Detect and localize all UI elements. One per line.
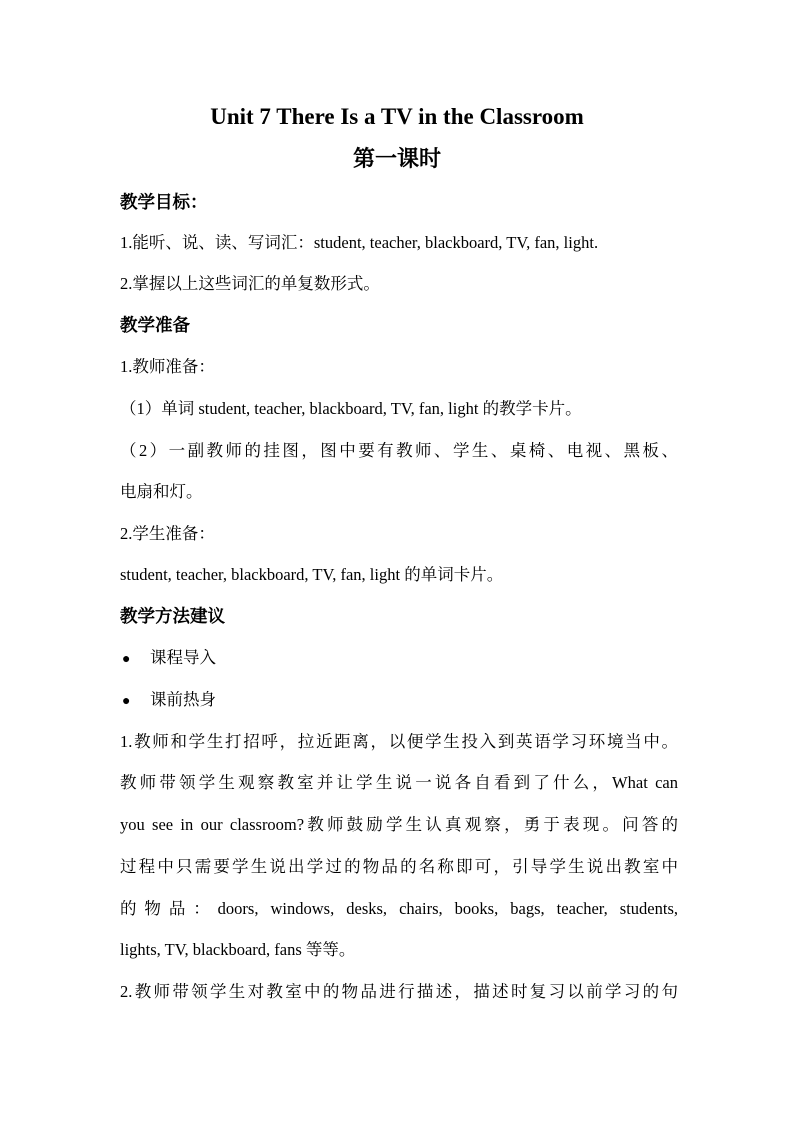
- document-subtitle: 第一课时: [352, 146, 441, 171]
- goals-heading: 教学目标：: [120, 192, 208, 212]
- bullet-dot-icon: ●: [122, 694, 131, 709]
- paragraph-2-line-1: 2.教师带领学生对教室中的物品进行描述，描述时复习以前学习的句: [120, 982, 678, 1001]
- bullet-dot-icon: ●: [122, 652, 131, 667]
- teacher-prep-item-2-line-2: 电扇和灯。: [120, 482, 203, 501]
- document-title: Unit 7 There Is a TV in the Classroom: [210, 104, 584, 129]
- prep-heading: 教学准备: [120, 315, 190, 335]
- paragraph-1-line-2: 教师带领学生观察教室并让学生说一说各自看到了什么，What can: [120, 773, 678, 792]
- goal-item-2: 2.掌握以上这些词汇的单复数形式。: [120, 274, 380, 293]
- bullet-label: 课程导入: [150, 648, 216, 667]
- paragraph-1-line-3: you see in our classroom?教师鼓励学生认真观察，勇于表现。问答的: [120, 815, 678, 834]
- paragraph-1-line-4: 过程中只需要学生说出学过的物品的名称即可，引导学生说出教室中: [120, 857, 678, 876]
- student-prep-label: 2.学生准备：: [120, 524, 215, 543]
- paragraph-1-line-5: 的物品：doors, windows, desks, chairs, books, bags, teacher, students,: [120, 899, 678, 918]
- bullet-label: 课前热身: [150, 690, 216, 709]
- bullet-item: [122, 645, 680, 673]
- method-heading: 教学方法建议: [120, 606, 225, 626]
- goal-item-1: 1.能听、说、读、写词汇：student, teacher, blackboard, TV, fan, light.: [120, 233, 599, 252]
- teacher-prep-item-1: （1）单词 student, teacher, blackboard, TV, fan, light 的教学卡片。: [120, 399, 582, 418]
- bullet-item: [122, 687, 680, 715]
- student-prep-item-1: student, teacher, blackboard, TV, fan, light 的单词卡片。: [120, 565, 504, 584]
- paragraph-1-line-1: 1.教师和学生打招呼，拉近距离，以便学生投入到英语学习环境当中。: [120, 732, 678, 751]
- teacher-prep-item-2-line-1: （2）一副教师的挂图，图中要有教师、学生、桌椅、电视、黑板、: [120, 441, 678, 460]
- paragraph-1-line-6: lights, TV, blackboard, fans 等等。: [120, 940, 356, 959]
- teacher-prep-label: 1.教师准备：: [120, 357, 215, 376]
